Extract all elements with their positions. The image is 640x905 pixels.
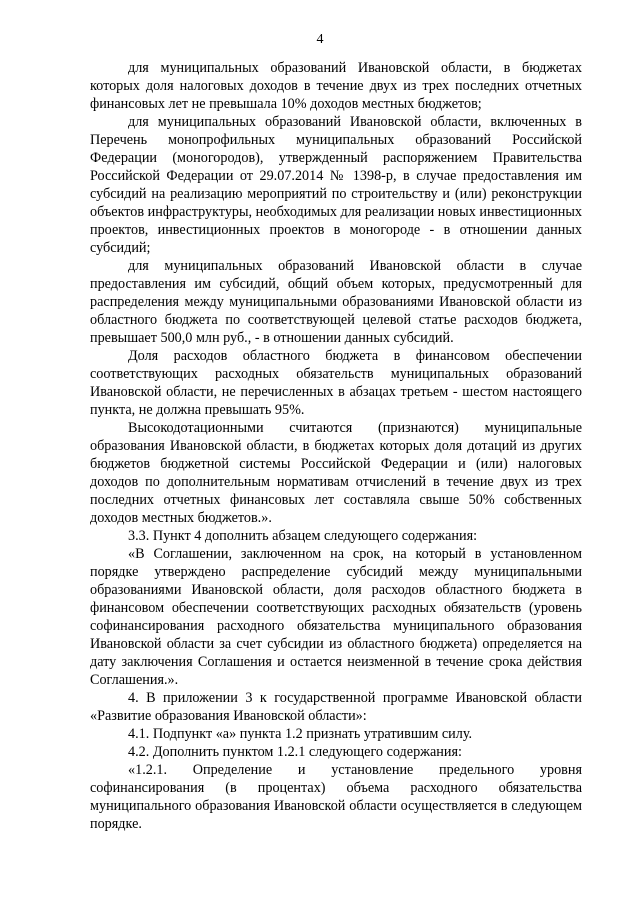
page-number: 4 bbox=[316, 32, 324, 47]
paragraph-item-1-2-1: «1.2.1. Определение и установление предельного уровня софинансирования (в процентах) объема расходного обязательства муниципального образования Ивановской области осуществляется в следующем порядке. bbox=[90, 762, 582, 832]
paragraph-monotowns: для муниципальных образований Ивановской области, включенных в Перечень монопрофильных муниципальных образований Российской Федерации (моногородов), утвержденный распоряжением Правительства Российской Федерации от 29.07.2014 № 1398-р, в случае предоставления им субсидий на реализацию мероприятий по строительству и (или) реконструкции объектов инфраструктуры, необходимых для реализации новых инвестиционных проектов, инвестиционных проектов в моногороде - в отношении данных субсидий; bbox=[90, 114, 582, 256]
paragraph-municipal-low-tax: для муниципальных образований Ивановской области, в бюджетах которых доля налоговых доходов в течение двух из трех последних отчетных финансовых лет не превышала 10% доходов местных бюджетов; bbox=[90, 60, 582, 112]
paragraph-item-4: 4. В приложении 3 к государственной программе Ивановской области «Развитие образования Ивановской области»: bbox=[90, 690, 582, 724]
paragraph-highly-subsidized: Высокодотационными считаются (признаются) муниципальные образования Ивановской области, в бюджетах которых доля дотаций из других бюджетов бюджетной системы Российской Федерации и (или) налоговых доходов по дополнительным нормативам отчислений в течение двух из трех последних отчетных финансовых лет составляла свыше 50% собственных доходов местных бюджетов.». bbox=[90, 420, 582, 526]
paragraph-item-4-2: 4.2. Дополнить пунктом 1.2.1 следующего содержания: bbox=[128, 744, 462, 760]
paragraph-agreement-clause: «В Соглашении, заключенном на срок, на который в установленном порядке утверждено распределение субсидий между муниципальными образованиями Ивановской области, доля расходов областного бюджета в финансовом обеспечении соответствующих расходных обязательств (уровень софинансирования расходного обязательства муниципального образования Ивановской области за счет субсидии из областного бюджета) определяется на дату заключения Соглашения и остается неизменной в течение срока действия Соглашения.». bbox=[90, 546, 582, 688]
paragraph-item-4-1: 4.1. Подпункт «а» пункта 1.2 признать утратившим силу. bbox=[128, 726, 473, 742]
paragraph-item-3-3: 3.3. Пункт 4 дополнить абзацем следующего содержания: bbox=[128, 528, 478, 544]
paragraph-budget-share-limit: Доля расходов областного бюджета в финансовом обеспечении соответствующих расходных обязательств муниципальных образований Ивановской области, не перечисленных в абзацах третьем - шестом настоящего пункта, не должна превышать 95%. bbox=[90, 348, 582, 418]
paragraph-large-subsidies: для муниципальных образований Ивановской области в случае предоставления им субсидий, общий объем которых, предусмотренный для распределения между муниципальными образованиями Ивановской области из областного бюджета по соответствующей целевой статье расходов бюджета, превышает 500,0 млн руб., - в отношении данных субсидий. bbox=[90, 258, 582, 346]
document-body bbox=[90, 59, 582, 833]
